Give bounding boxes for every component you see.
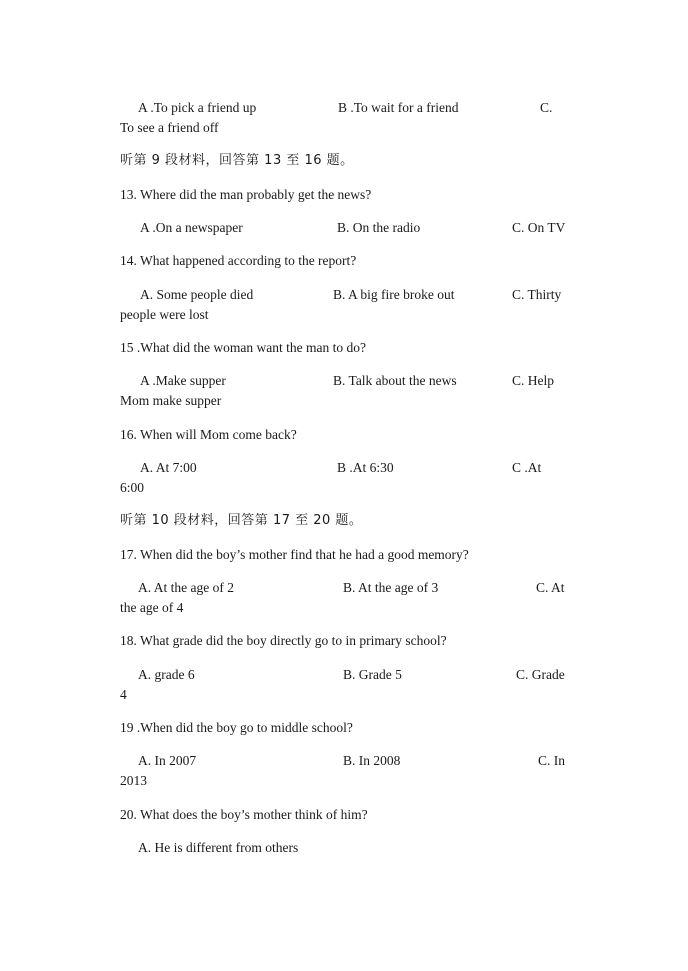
q14-option-c-start: C. Thirty: [512, 287, 562, 302]
q19-question: 19 .When did the boy go to middle school?: [120, 720, 353, 735]
q19-option-c-continuation: 2013: [120, 773, 147, 788]
q19-option-a: A. In 2007: [138, 753, 197, 768]
q18-option-a: A. grade 6: [138, 667, 195, 682]
q19-option-b: B. In 2008: [343, 753, 401, 768]
q17-option-c-start: C. At: [536, 580, 565, 595]
q17-option-a: A. At the age of 2: [138, 580, 234, 595]
q17-option-c-continuation: the age of 4: [120, 600, 184, 615]
q18-option-c-start: C. Grade: [516, 667, 565, 682]
q14-question: 14. What happened according to the report?: [120, 253, 357, 268]
q15-option-b: B. Talk about the news: [333, 373, 457, 388]
section-9-instruction: 听第 9 段材料，回答第 13 至 16 题。: [120, 153, 354, 168]
q13-option-b: B. On the radio: [337, 220, 421, 235]
q13-question: 13. Where did the man probably get the news?: [120, 187, 372, 202]
q15-option-c-start: C. Help: [512, 373, 554, 388]
q15-option-a: A .Make supper: [140, 373, 226, 388]
q17-question: 17. When did the boy’s mother find that he had a good memory?: [120, 547, 469, 562]
section-10-instruction: 听第 10 段材料，回答第 17 至 20 题。: [120, 513, 363, 528]
q12-option-b: B .To wait for a friend: [338, 100, 459, 115]
q12-option-c-start: C.: [540, 100, 553, 115]
q20-question: 20. What does the boy’s mother think of him?: [120, 807, 368, 822]
q13-option-a: A .On a newspaper: [140, 220, 243, 235]
q12-option-c-continuation: To see a friend off: [120, 120, 219, 135]
q16-question: 16. When will Mom come back?: [120, 427, 297, 442]
q16-option-b: B .At 6:30: [337, 460, 394, 475]
q17-option-b: B. At the age of 3: [343, 580, 439, 595]
q16-option-a: A. At 7:00: [140, 460, 197, 475]
q14-option-b: B. A big fire broke out: [333, 287, 455, 302]
q16-option-c-start: C .At: [512, 460, 542, 475]
q18-option-c-continuation: 4: [120, 687, 127, 702]
q14-option-a: A. Some people died: [140, 287, 254, 302]
q15-question: 15 .What did the woman want the man to do?: [120, 340, 366, 355]
q18-option-b: B. Grade 5: [343, 667, 402, 682]
q20-option-a: A. He is different from others: [138, 840, 299, 855]
q16-option-c-continuation: 6:00: [120, 480, 145, 495]
q12-option-a: A .To pick a friend up: [138, 100, 257, 115]
q13-option-c: C. On TV: [512, 220, 566, 235]
q19-option-c-start: C. In: [538, 753, 565, 768]
q14-option-c-continuation: people were lost: [120, 307, 209, 322]
q15-option-c-continuation: Mom make supper: [120, 393, 222, 408]
q18-question: 18. What grade did the boy directly go to in primary school?: [120, 633, 447, 648]
